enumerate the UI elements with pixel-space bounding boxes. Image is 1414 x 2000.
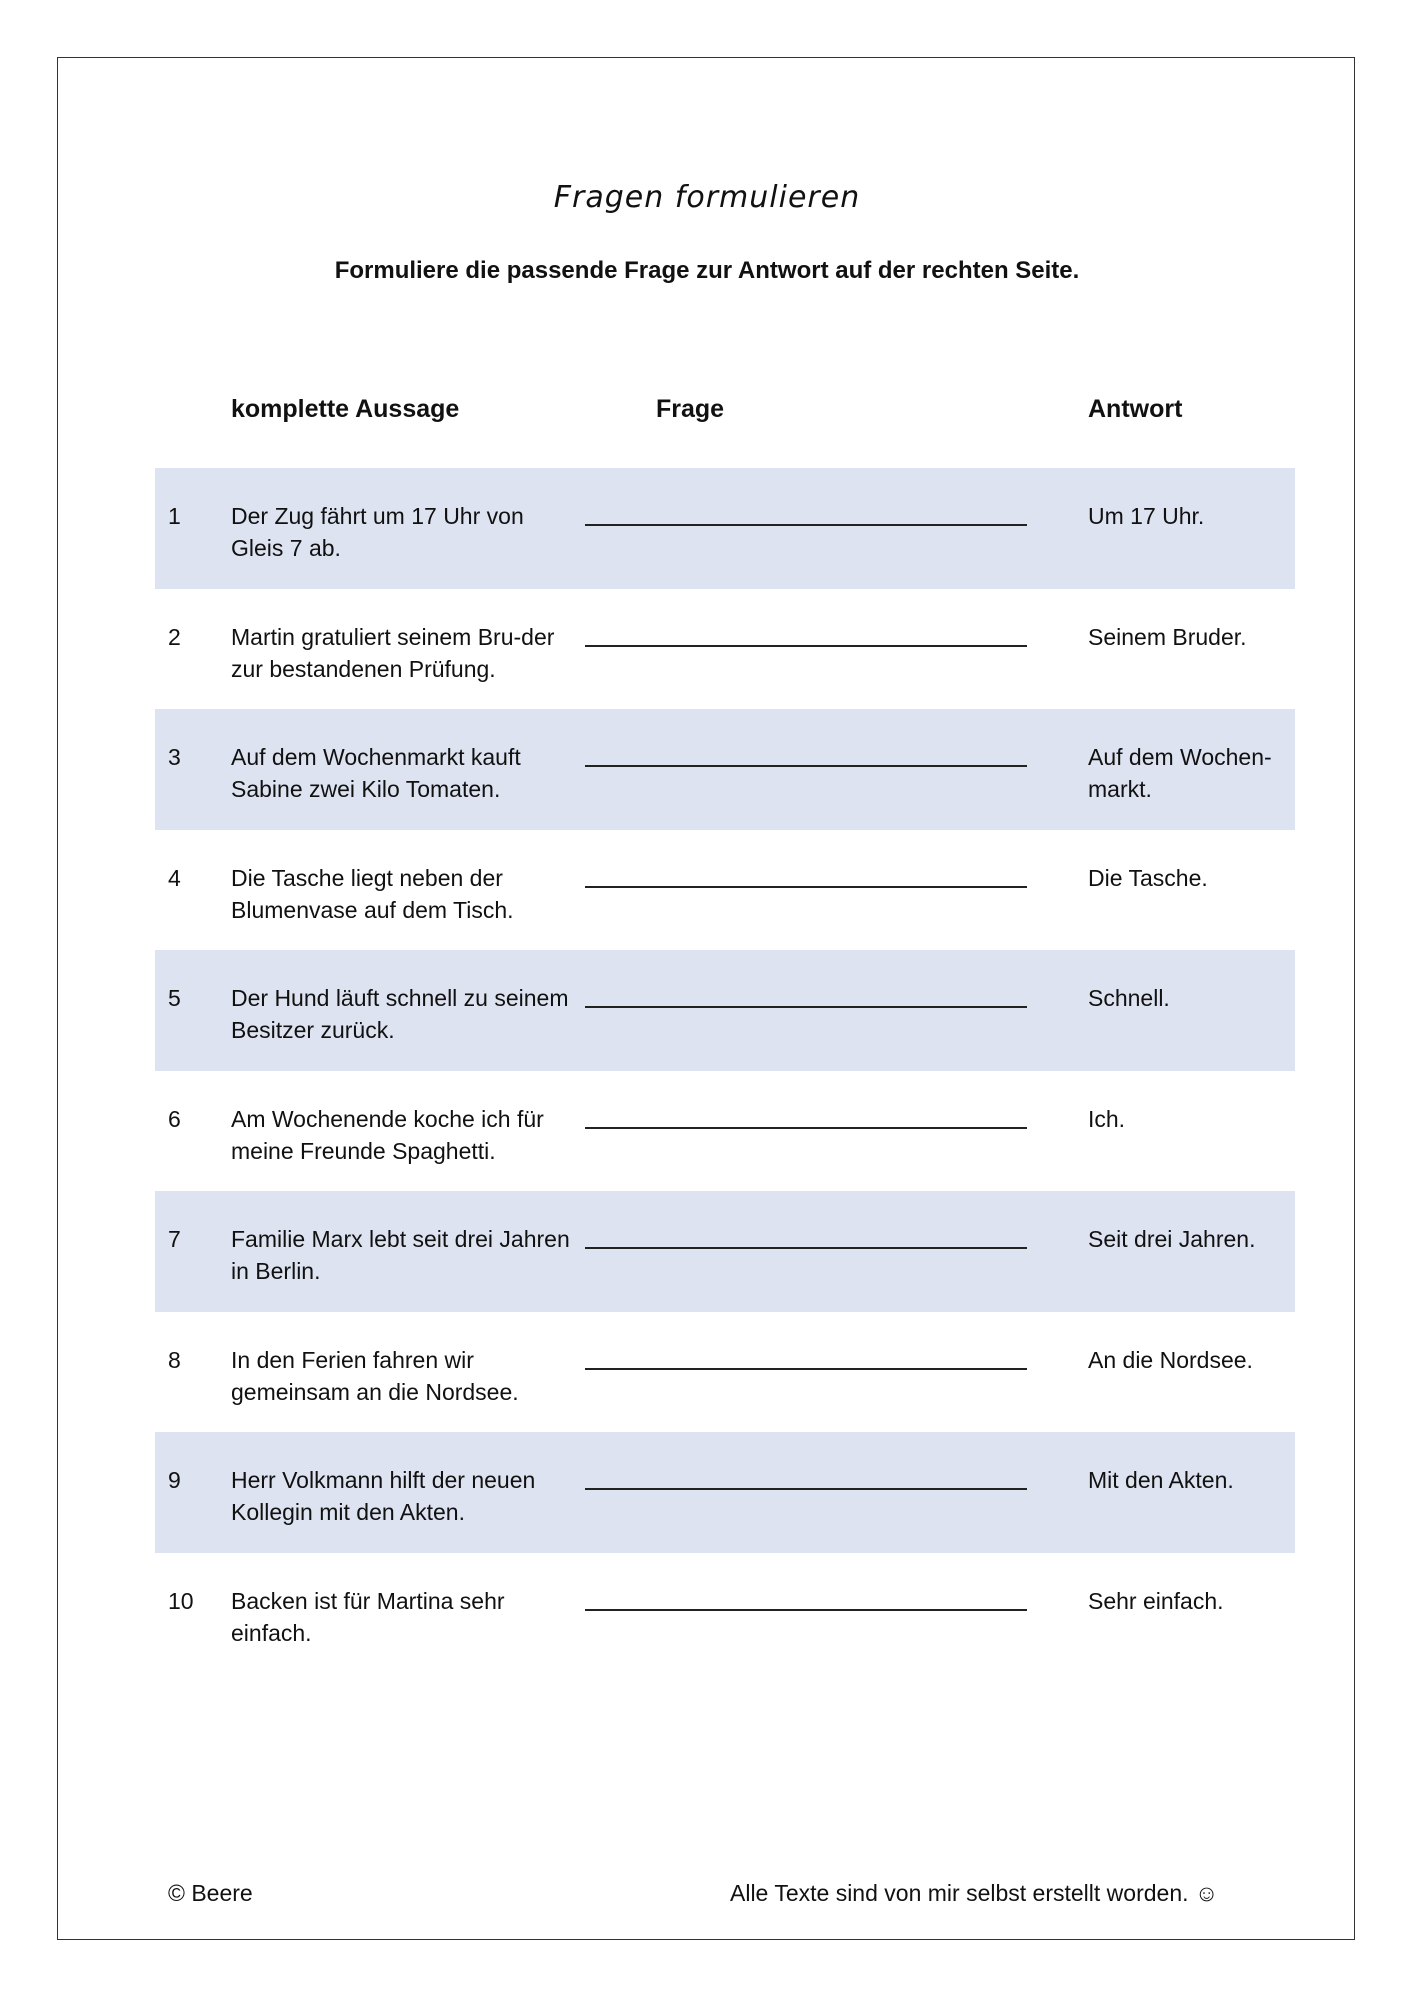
header-answer: Antwort [1088,395,1183,423]
answer-blank-line[interactable] [585,765,1027,767]
exercise-row [155,1553,1295,1674]
row-number: 9 [168,1467,181,1493]
row-statement: Herr Volkmann hilft der neuen Kollegin mit den Akten. [231,1467,536,1525]
answer-blank-line[interactable] [585,1247,1027,1249]
footer-note: Alle Texte sind von mir selbst erstellt worden. ☺ [730,1880,1219,1906]
row-statement: Martin gratuliert seinem Bru-der zur bestandenen Prüfung. [231,623,555,682]
row-statement: Am Wochenende koche ich für meine Freunde Spaghetti. [231,1105,544,1164]
row-statement: Backen ist für Martina sehr einfach. [231,1587,505,1646]
exercise-row [155,1312,1295,1433]
row-number: 6 [168,1105,181,1132]
answer-blank-line[interactable] [585,645,1027,647]
row-statement: Der Hund läuft schnell zu seinem Besitzer zurück. [231,985,569,1043]
row-answer: Mit den Akten. [1088,1467,1234,1493]
exercise-row [155,1432,1295,1553]
exercise-table [155,468,1295,1673]
answer-blank-line[interactable] [585,1368,1027,1370]
row-answer: Sehr einfach. [1088,1587,1224,1614]
row-number: 4 [168,864,181,891]
row-statement: Familie Marx lebt seit drei Jahren in Berlin. [231,1226,570,1284]
row-answer: Die Tasche. [1088,864,1208,891]
exercise-row [155,709,1295,830]
row-number: 1 [168,503,181,529]
exercise-row [155,468,1295,589]
row-answer: Seinem Bruder. [1088,623,1247,650]
row-statement: Die Tasche liegt neben der Blumenvase auf dem Tisch. [231,864,514,923]
row-number: 7 [168,1226,181,1252]
exercise-row [155,1071,1295,1192]
exercise-row [155,950,1295,1071]
answer-blank-line[interactable] [585,524,1027,526]
row-answer: Ich. [1088,1105,1126,1132]
answer-blank-line[interactable] [585,1006,1027,1008]
footer-copyright: © Beere [168,1880,253,1906]
row-number: 5 [168,985,181,1011]
row-statement: In den Ferien fahren wir gemeinsam an die Nordsee. [231,1346,519,1405]
row-statement: Der Zug fährt um 17 Uhr von Gleis 7 ab. [231,503,524,561]
exercise-row [155,830,1295,951]
row-answer: An die Nordsee. [1088,1346,1253,1373]
exercise-row [155,1191,1295,1312]
row-number: 3 [168,744,181,770]
row-answer: Seit drei Jahren. [1088,1226,1256,1252]
row-answer: Schnell. [1088,985,1170,1011]
answer-blank-line[interactable] [585,1609,1027,1611]
exercise-row [155,589,1295,710]
answer-blank-line[interactable] [585,1127,1027,1129]
row-answer: Auf dem Wochen-markt. [1088,744,1272,802]
page-title: Fragen formulieren [553,180,861,215]
header-statement: komplette Aussage [231,395,460,423]
row-number: 8 [168,1346,181,1373]
row-answer: Um 17 Uhr. [1088,503,1205,529]
row-statement: Auf dem Wochenmarkt kauft Sabine zwei Kilo Tomaten. [231,744,521,802]
instruction-text: Formuliere die passende Frage zur Antwort auf der rechten Seite. [334,257,1080,284]
answer-blank-line[interactable] [585,886,1027,888]
row-number: 10 [168,1587,194,1614]
header-question: Frage [656,395,725,423]
answer-blank-line[interactable] [585,1488,1027,1490]
row-number: 2 [168,623,181,650]
